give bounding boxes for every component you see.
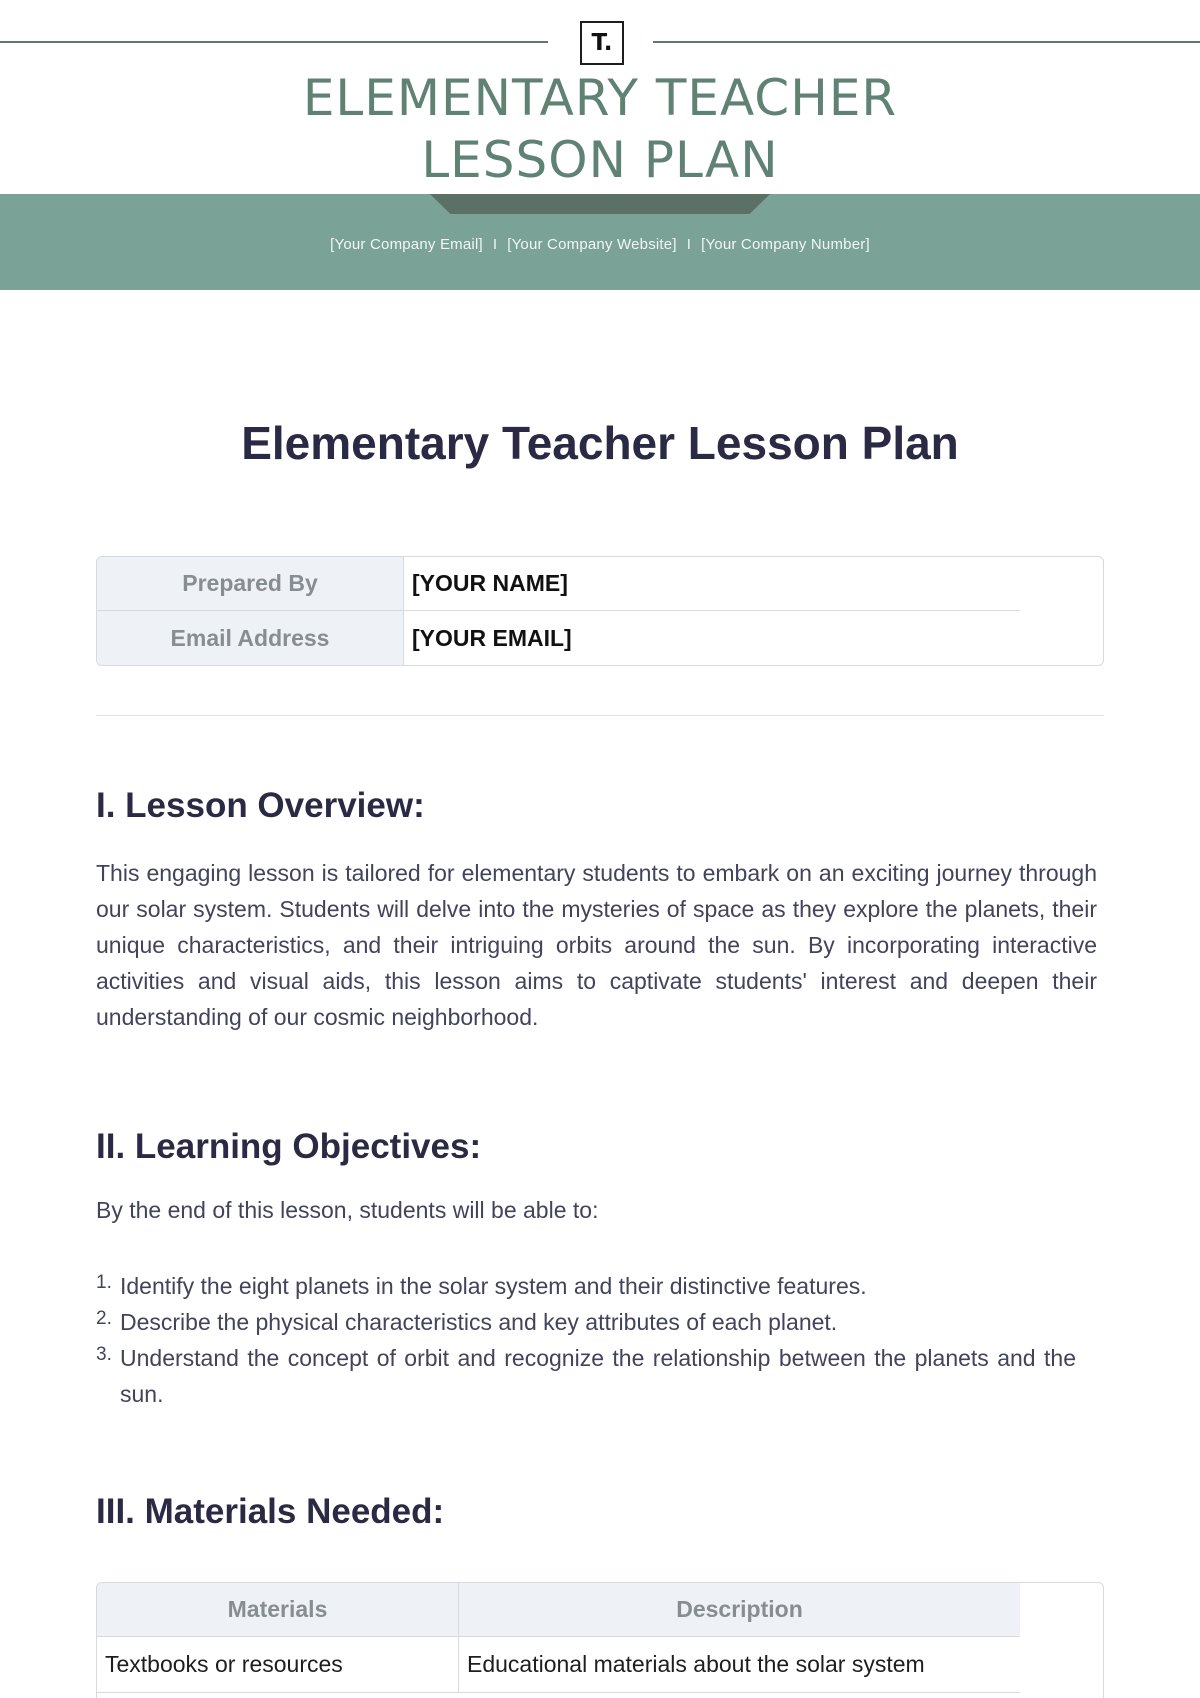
contact-number: [Your Company Number] [701,236,870,253]
materials-table [96,1582,1104,1698]
info-row-prepared-by [97,557,1103,611]
brand-title [0,67,1200,191]
section-heading-overview: I. Lesson Overview: [96,786,425,825]
list-item-text: Understand the concept of orbit and recognize the relationship between the planets and the sun. [120,1345,1076,1407]
table-cell-description: Educational materials about the solar system [459,1637,1020,1693]
contact-email: [Your Company Email] [330,236,483,253]
info-value: [YOUR NAME] [404,557,1020,611]
info-value: [YOUR EMAIL] [412,624,572,651]
list-item-number: 2. [96,1308,112,1329]
section-divider [96,715,1104,716]
info-label: Email Address [97,611,404,665]
list-item-text: Identify the eight planets in the solar system and their distinctive features. [120,1273,867,1299]
list-item-text: Describe the physical characteristics and key attributes of each planet. [120,1309,838,1335]
overview-paragraph: This engaging lesson is tailored for elementary students to embark on an exciting journey through our solar system. Students will delve into the mysteries of space as they explore the planets, their unique characteristics, and their intriguing orbits around the sun. By incorporating interactive activities and visual aids, this lesson aims to captivate students' interest and deepen their understanding of our cosmic neighborhood. [96,860,1097,1030]
table-cell-material: Textbooks or resources [97,1637,459,1693]
contact-website: [Your Company Website] [507,236,677,253]
info-table [96,556,1104,666]
objectives-intro: By the end of this lesson, students will be able to: [96,1197,599,1223]
brand-title-line-1: ELEMENTARY TEACHER [302,69,898,127]
info-label: Prepared By [97,557,404,611]
info-row-email [97,611,1103,665]
header-rule-left [0,41,548,43]
page-title: Elementary Teacher Lesson Plan [241,417,959,469]
section-heading-objectives: II. Learning Objectives: [96,1127,482,1166]
section-heading-materials: III. Materials Needed: [96,1492,445,1531]
list-item [96,1304,1076,1340]
header-rule-right [653,41,1200,43]
contact-separator: I [492,236,498,253]
list-item-number: 3. [96,1344,112,1365]
objectives-list [96,1268,1076,1412]
contact-line [0,236,1200,253]
contact-separator: I [686,236,692,253]
list-item-number: 1. [96,1272,112,1293]
list-item [96,1340,1076,1412]
brand-title-line-2: LESSON PLAN [421,131,779,189]
header-band-tab [430,194,770,214]
table-header-materials: Materials [97,1583,459,1637]
company-logo-icon: T. [580,21,624,65]
table-header-description: Description [459,1583,1020,1637]
list-item [96,1268,1076,1304]
